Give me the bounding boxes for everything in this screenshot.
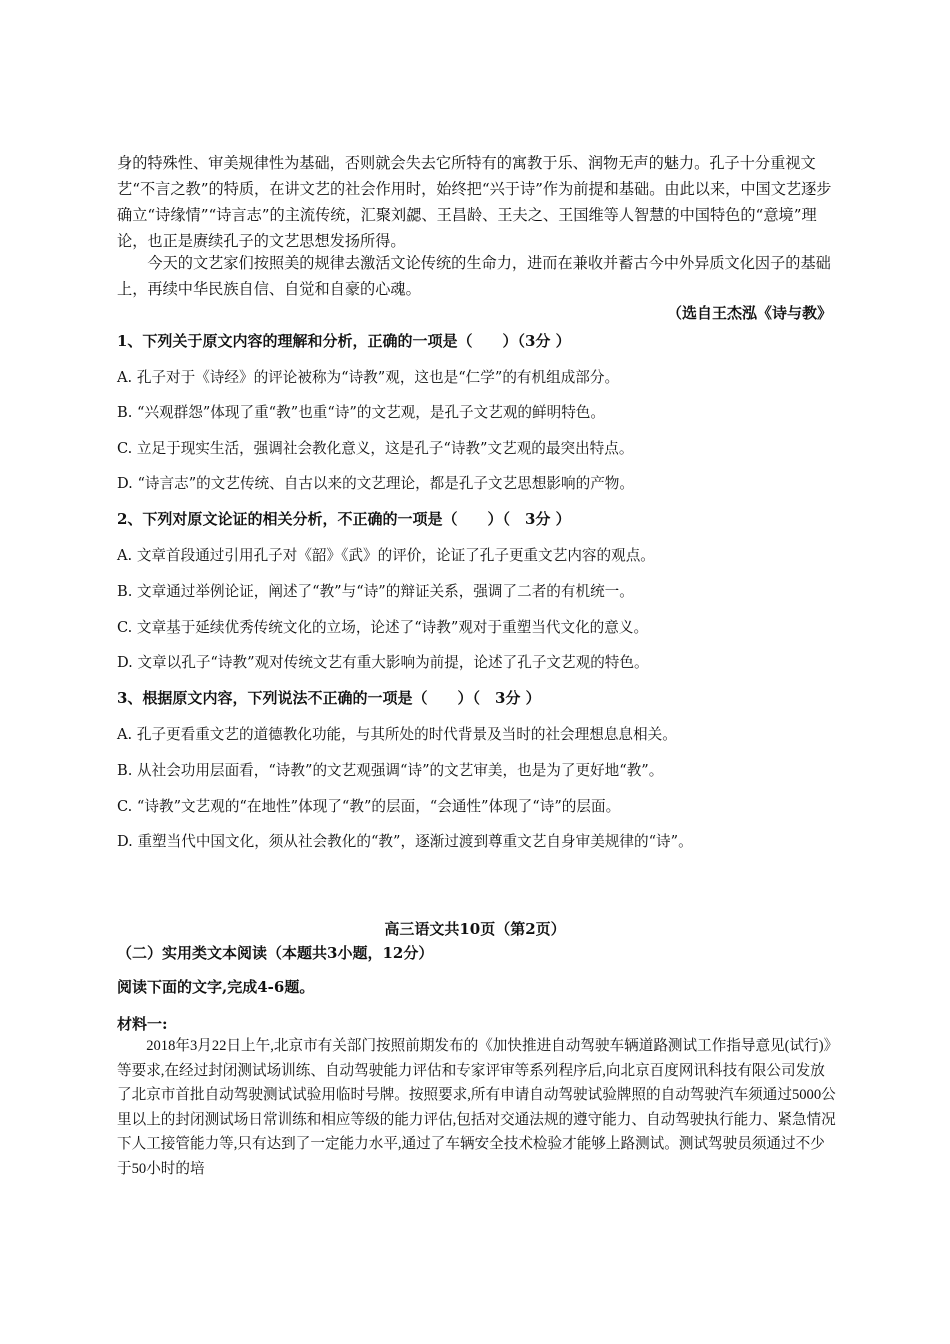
passage-paragraph-1: 身的特殊性、审美规律性为基础，否则就会失去它所特有的寓教于乐、润物无声的魅力。孔子十分重视文艺“不言之教”的特质，在讲文艺的社会作用时，始终把“兴于诗”作为前提和基础。由此以来，中国文艺逐步确立“诗缘情”“诗言志”的主流传统，汇聚刘勰、王昌龄、王夫之、王国维等人智慧的中国特色的“意境”理论，也正是赓续孔子的文艺思想发扬所得。 — [117, 154, 832, 250]
question-2-option-c: C. 文章基于延续优秀传统文化的立场，论述了“诗教”观对于重塑当代文化的意义。 — [117, 619, 649, 636]
question-3-option-c: C. “诗教”文艺观的“在地性”体现了“教”的层面，“会通性”体现了“诗”的层面。 — [117, 798, 621, 815]
question-3-option-d: D. 重塑当代中国文化，须从社会教化的“教”，逐渐过渡到尊重文艺自身审美规律的“诗”。 — [117, 833, 693, 850]
question-3-option-a: A. 孔子更看重文艺的道德教化功能，与其所处的时代背景及当时的社会理想息息相关。 — [117, 726, 677, 743]
question-2-option-d: D. 文章以孔子“诗教”观对传统文艺有重大影响为前提，论述了孔子文艺观的特色。 — [117, 654, 649, 671]
material-one-label: 材料一: — [117, 1015, 168, 1033]
question-1-option-a: A. 孔子对于《诗经》的评论被称为“诗教”观，这也是“仁学”的有机组成部分。 — [117, 369, 620, 386]
passage-paragraph-2: 今天的文艺家们按照美的规律去激活文论传统的生命力，进而在兼收并蓄古今中外异质文化因子的基础上，再续中华民族自信、自觉和自豪的心魂。 — [117, 254, 831, 298]
question-3-stem: 3、根据原文内容，下列说法不正确的一项是（ ）（ 3分 ） — [117, 689, 541, 707]
section-2-heading: （二）实用类文本阅读（本题共3小题，12分） — [117, 944, 434, 962]
question-2-option-a: A. 文章首段通过引用孔子对《韶》《武》的评价，论证了孔子更重文艺内容的观点。 — [117, 547, 655, 564]
page-footer: 高三语文共10页（第2页） — [384, 920, 566, 938]
question-1-stem: 1、下列关于原文内容的理解和分析，正确的一项是（ ）（3分 ） — [117, 332, 571, 350]
question-1-option-b: B. “兴观群怨”体现了重“教”也重“诗”的文艺观，是孔子文艺观的鲜明特色。 — [117, 404, 605, 421]
question-1-option-c: C. 立足于现实生活，强调社会教化意义，这是孔子“诗教”文艺观的最突出特点。 — [117, 440, 634, 457]
question-1-option-d: D. “诗言志”的文艺传统、自古以来的文艺理论，都是孔子文艺思想影响的产物。 — [117, 475, 634, 492]
question-2-option-b: B. 文章通过举例论证，阐述了“教”与“诗”的辩证关系，强调了二者的有机统一。 — [117, 583, 634, 600]
passage-source: （选自王杰泓《诗与教》 — [666, 304, 832, 322]
material-one-text: 2018年3月22日上午,北京市有关部门按照前期发布的《加快推进自动驾驶车辆道路测试工作指导意见(试行)》等要求,在经过封闭测试场训练、自动驾驶能力评估和专家评审等系列程序后,向北京百度网讯科技有限公司发放了北京市首批自动驾驶测试试验用临时号牌。按照要求,所有申请自动驾驶试验牌照的自动驾驶汽车须通过5000公里以上的封闭测试场日常训练和相应等级的能力评估,包括对交通法规的遵守能力、自动驾驶执行能力、紧急情况下人工接管能力等,只有达到了一定能力水平,通过了车辆安全技术检验才能够上路测试。测试驾驶员须通过不少于50小时的培 — [117, 1038, 836, 1177]
question-3-option-b: B. 从社会功用层面看，“诗教”的文艺观强调“诗”的文艺审美，也是为了更好地“教”。 — [117, 762, 664, 779]
question-2-stem: 2、下列对原文论证的相关分析，不正确的一项是（ ）（ 3分 ） — [117, 510, 571, 528]
section-2-instruction: 阅读下面的文字,完成4-6题。 — [117, 978, 315, 996]
